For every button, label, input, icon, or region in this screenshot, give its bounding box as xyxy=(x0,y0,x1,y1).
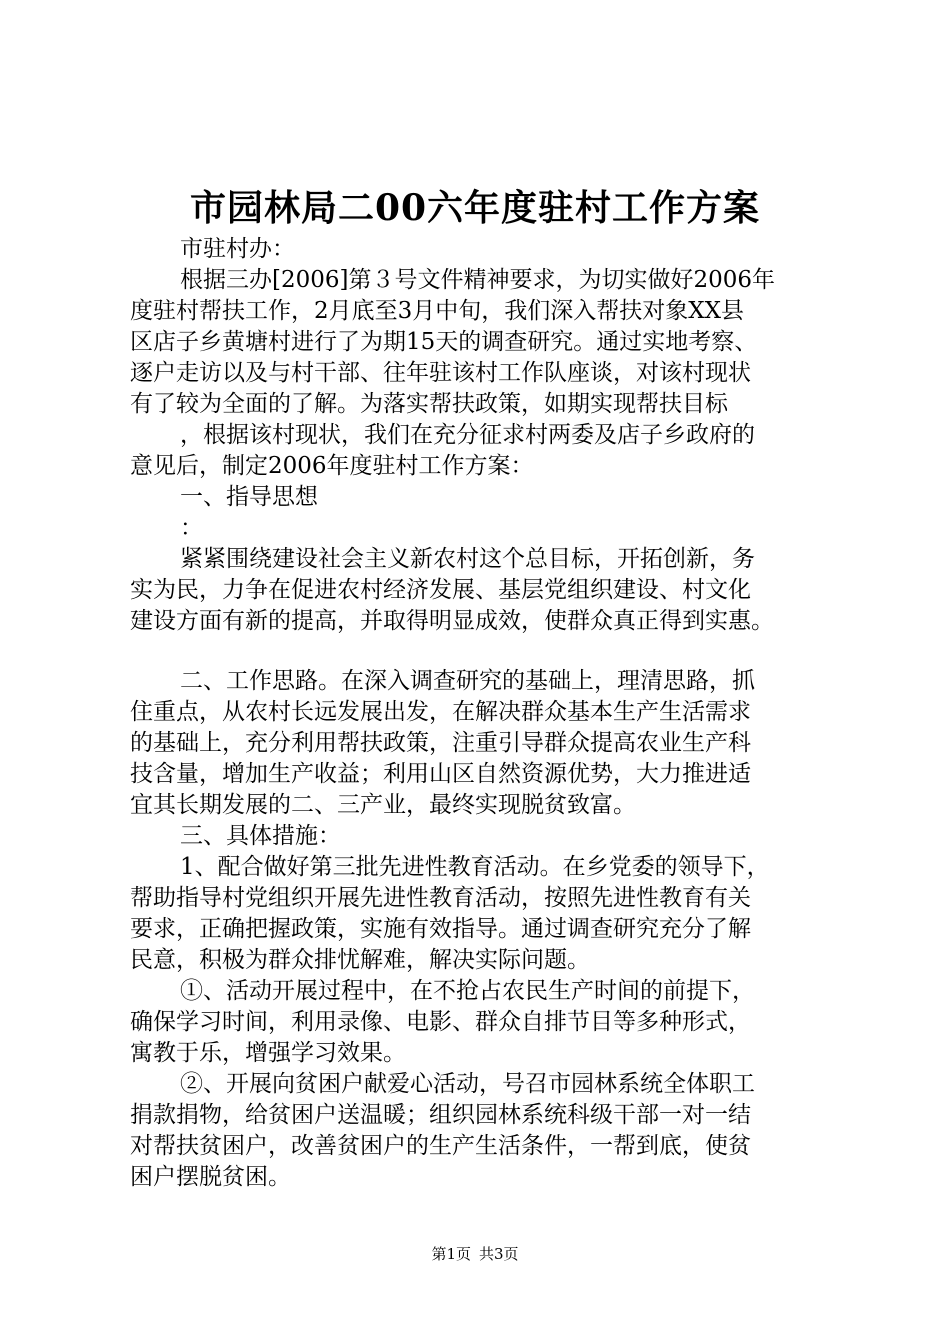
paragraph-line: ： xyxy=(180,515,203,541)
paragraph-line: 的基础上，充分利用帮扶政策，注重引导群众提高农业生产科 xyxy=(130,730,751,756)
paragraph-line: 民意，积极为群众排忧解难，解决实际问题。 xyxy=(130,947,590,973)
paragraph-line: 有了较为全面的了解。为落实帮扶政策，如期实现帮扶目标 xyxy=(130,391,728,417)
paragraph-line: 捐款捐物，给贫困户送温暖；组织园林系统科级干部一对一结 xyxy=(130,1102,751,1128)
paragraph-line: ②、开展向贫困户献爱心活动，号召市园林系统全体职工 xyxy=(180,1071,755,1097)
paragraph-line: 技含量，增加生产收益；利用山区自然资源优势，大力推进适 xyxy=(130,761,751,787)
page-total: 共3页 xyxy=(479,1245,519,1263)
paragraph-line: 困户摆脱贫困。 xyxy=(130,1164,291,1190)
paragraph-line: 确保学习时间，利用录像、电影、群众自排节目等多种形式， xyxy=(130,1009,751,1035)
paragraph-line: 建设方面有新的提高，并取得明显成效，使群众真正得到实惠。 xyxy=(130,608,774,634)
paragraph-line: 宜其长期发展的二、三产业，最终实现脱贫致富。 xyxy=(130,792,636,818)
section-heading: 三、具体措施： xyxy=(180,823,341,849)
blank-line xyxy=(130,637,830,666)
paragraph-line: 要求，正确把握政策，实施有效指导。通过调查研究充分了解 xyxy=(130,916,751,942)
paragraph-line: 帮助指导村党组织开展先进性教育活动，按照先进性教育有关 xyxy=(130,885,751,911)
paragraph-line: 实为民，力争在促进农村经济发展、基层党组织建设、村文化 xyxy=(130,577,751,603)
paragraph-line: 区店子乡黄塘村进行了为期15天的调查研究。通过实地考察、 xyxy=(130,329,758,355)
document-title: 市园林局二00六年度驻村工作方案 xyxy=(189,187,761,229)
paragraph-line: 对帮扶贫困户，改善贫困户的生产生活条件，一帮到底，使贫 xyxy=(130,1133,751,1159)
paragraph-line: 寓教于乐，增强学习效果。 xyxy=(130,1040,406,1066)
paragraph-line: 逐户走访以及与村干部、往年驻该村工作队座谈，对该村现状 xyxy=(130,360,751,386)
paragraph-line: 住重点，从农村长远发展出发，在解决群众基本生产生活需求 xyxy=(130,699,751,725)
paragraph-line: ，根据该村现状，我们在充分征求村两委及店子乡政府的 xyxy=(180,422,755,448)
page-number: 第1页 xyxy=(431,1245,471,1263)
paragraph-line: ①、活动开展过程中，在不抢占农民生产时间的前提下， xyxy=(180,978,755,1004)
paragraph-line: 意见后，制定2006年度驻村工作方案： xyxy=(130,453,534,479)
page-footer xyxy=(0,1244,950,1264)
salutation-line: 市驻村办： xyxy=(180,236,295,262)
paragraph-line: 1、配合做好第三批先进性教育活动。在乡党委的领导下， xyxy=(180,854,770,880)
section-heading: 二、工作思路。在深入调查研究的基础上，理清思路，抓 xyxy=(180,668,755,694)
section-heading: 一、指导思想 xyxy=(180,484,318,510)
paragraph-line: 紧紧围绕建设社会主义新农村这个总目标，开拓创新，务 xyxy=(180,546,755,572)
paragraph-line: 根据三办[2006]第３号文件精神要求，为切实做好2006年 xyxy=(180,267,776,293)
document-body xyxy=(130,234,830,1193)
paragraph-line: 度驻村帮扶工作，2月底至3月中旬，我们深入帮扶对象XX县 xyxy=(130,298,745,324)
